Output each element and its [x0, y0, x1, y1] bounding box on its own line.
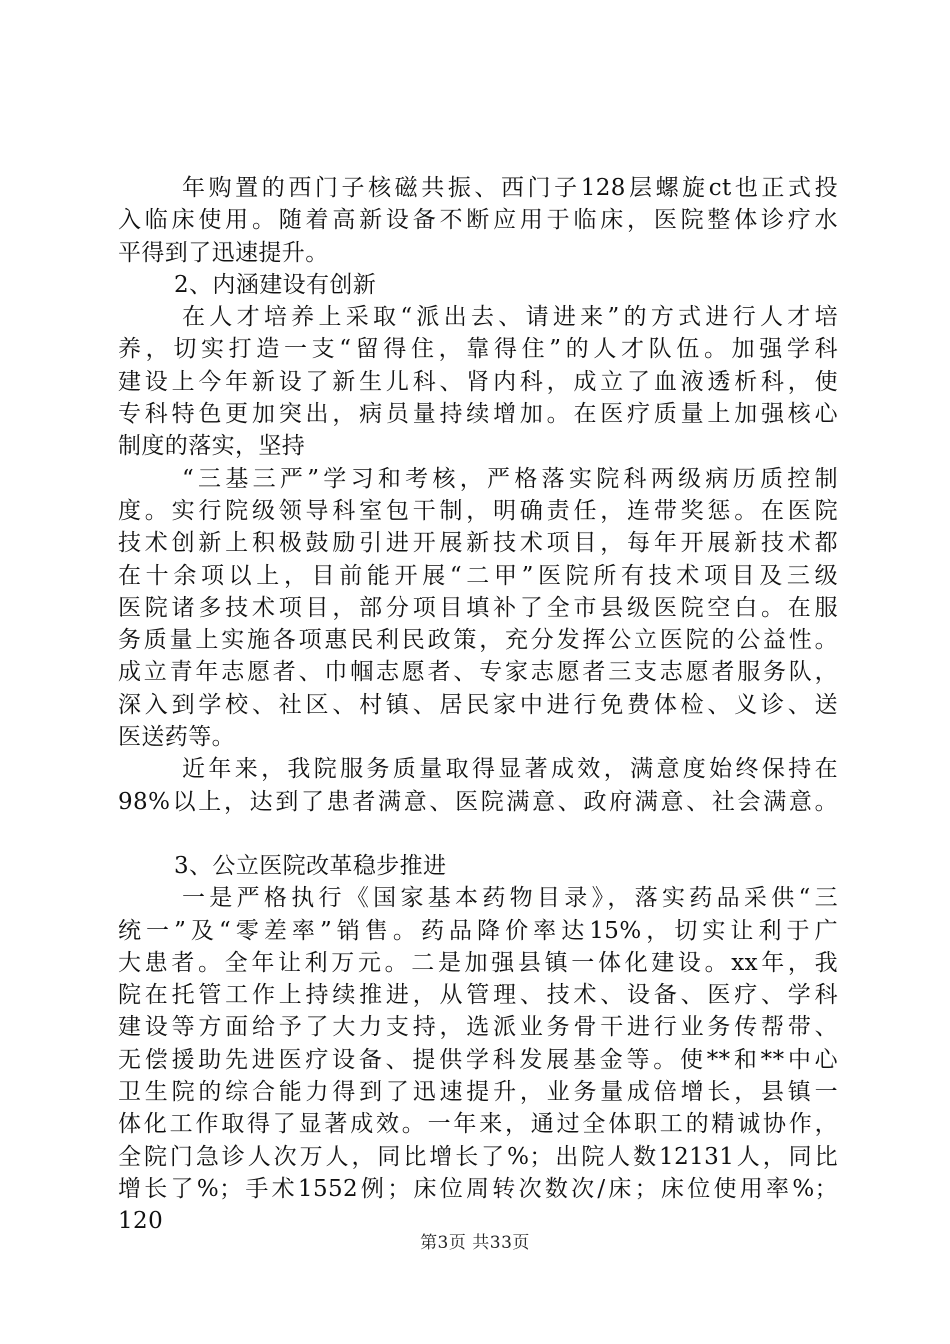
text-line: 医院诸多技术项目，部分项目填补了全市县级医院空白。在服	[118, 594, 838, 621]
text-line: 制度的落实，坚持	[118, 433, 306, 460]
text-line: 度。实行院级领导科室包干制，明确责任，连带奖惩。在医院	[118, 497, 838, 524]
section-heading: 2、内涵建设有创新	[174, 271, 377, 298]
document-body	[118, 172, 838, 1238]
text-line: 98%以上，达到了患者满意、医院满意、政府满意、社会满意。	[118, 788, 838, 815]
text-line: 技术创新上积极鼓励引进开展新技术项目，每年开展新技术都	[118, 530, 838, 557]
text-line: “三基三严”学习和考核，严格落实院科两级病历质控制	[182, 465, 838, 492]
text-line: 医送药等。	[118, 724, 235, 751]
text-line: 建设等方面给予了大力支持，选派业务骨干进行业务传帮带、	[118, 1014, 838, 1041]
text-line: 养，切实打造一支“留得住，靠得住”的人才队伍。加强学科	[118, 336, 838, 363]
text-line: 在人才培养上采取“派出去、请进来”的方式进行人才培	[182, 304, 838, 331]
text-line: 近年来，我院服务质量取得显著成效，满意度始终保持在	[182, 756, 838, 783]
text-line: 建设上今年新设了新生儿科、肾内科，成立了血液透析科，使	[118, 368, 838, 395]
text-line: 全院门急诊人次万人，同比增长了%；出院人数12131人，同比	[118, 1143, 838, 1170]
text-line: 在十余项以上，目前能开展“二甲”医院所有技术项目及三级	[118, 562, 838, 589]
text-line: 入临床使用。随着高新设备不断应用于临床，医院整体诊疗水	[118, 207, 838, 234]
text-line: 深入到学校、社区、村镇、居民家中进行免费体检、义诊、送	[118, 691, 838, 718]
text-line: 一是严格执行《国家基本药物目录》，落实药品采供“三	[182, 885, 838, 912]
text-line: 成立青年志愿者、巾帼志愿者、专家志愿者三支志愿者服务队，	[118, 659, 838, 686]
text-line: 统一”及“零差率”销售。药品降价率达15%，切实让利于广	[118, 917, 838, 944]
text-line: 务质量上实施各项惠民利民政策，充分发挥公立医院的公益性。	[118, 627, 838, 654]
text-line: 年购置的西门子核磁共振、西门子128层螺旋ct也正式投	[182, 175, 838, 201]
text-line: 院在托管工作上持续推进，从管理、技术、设备、医疗、学科	[118, 982, 838, 1009]
paragraph-gap	[118, 818, 838, 850]
text-line: 大患者。全年让利万元。二是加强县镇一体化建设。xx年，我	[118, 949, 838, 976]
text-line: 平得到了迅速提升。	[118, 239, 329, 266]
text-line: 增长了%；手术1552例；床位周转次数次/床；床位使用率%；	[118, 1175, 838, 1202]
text-line: 体化工作取得了显著成效。一年来，通过全体职工的精诚协作，	[118, 1111, 838, 1138]
text-line: 专科特色更加突出，病员量持续增加。在医疗质量上加强核心	[118, 401, 838, 428]
text-line: 120	[118, 1208, 164, 1235]
page-footer: 第3页 共33页	[420, 1233, 530, 1253]
section-heading: 3、公立医院改革稳步推进	[174, 852, 447, 879]
text-line: 卫生院的综合能力得到了迅速提升，业务量成倍增长，县镇一	[118, 1079, 838, 1106]
text-line: 无偿援助先进医疗设备、提供学科发展基金等。使**和**中心	[118, 1046, 838, 1073]
